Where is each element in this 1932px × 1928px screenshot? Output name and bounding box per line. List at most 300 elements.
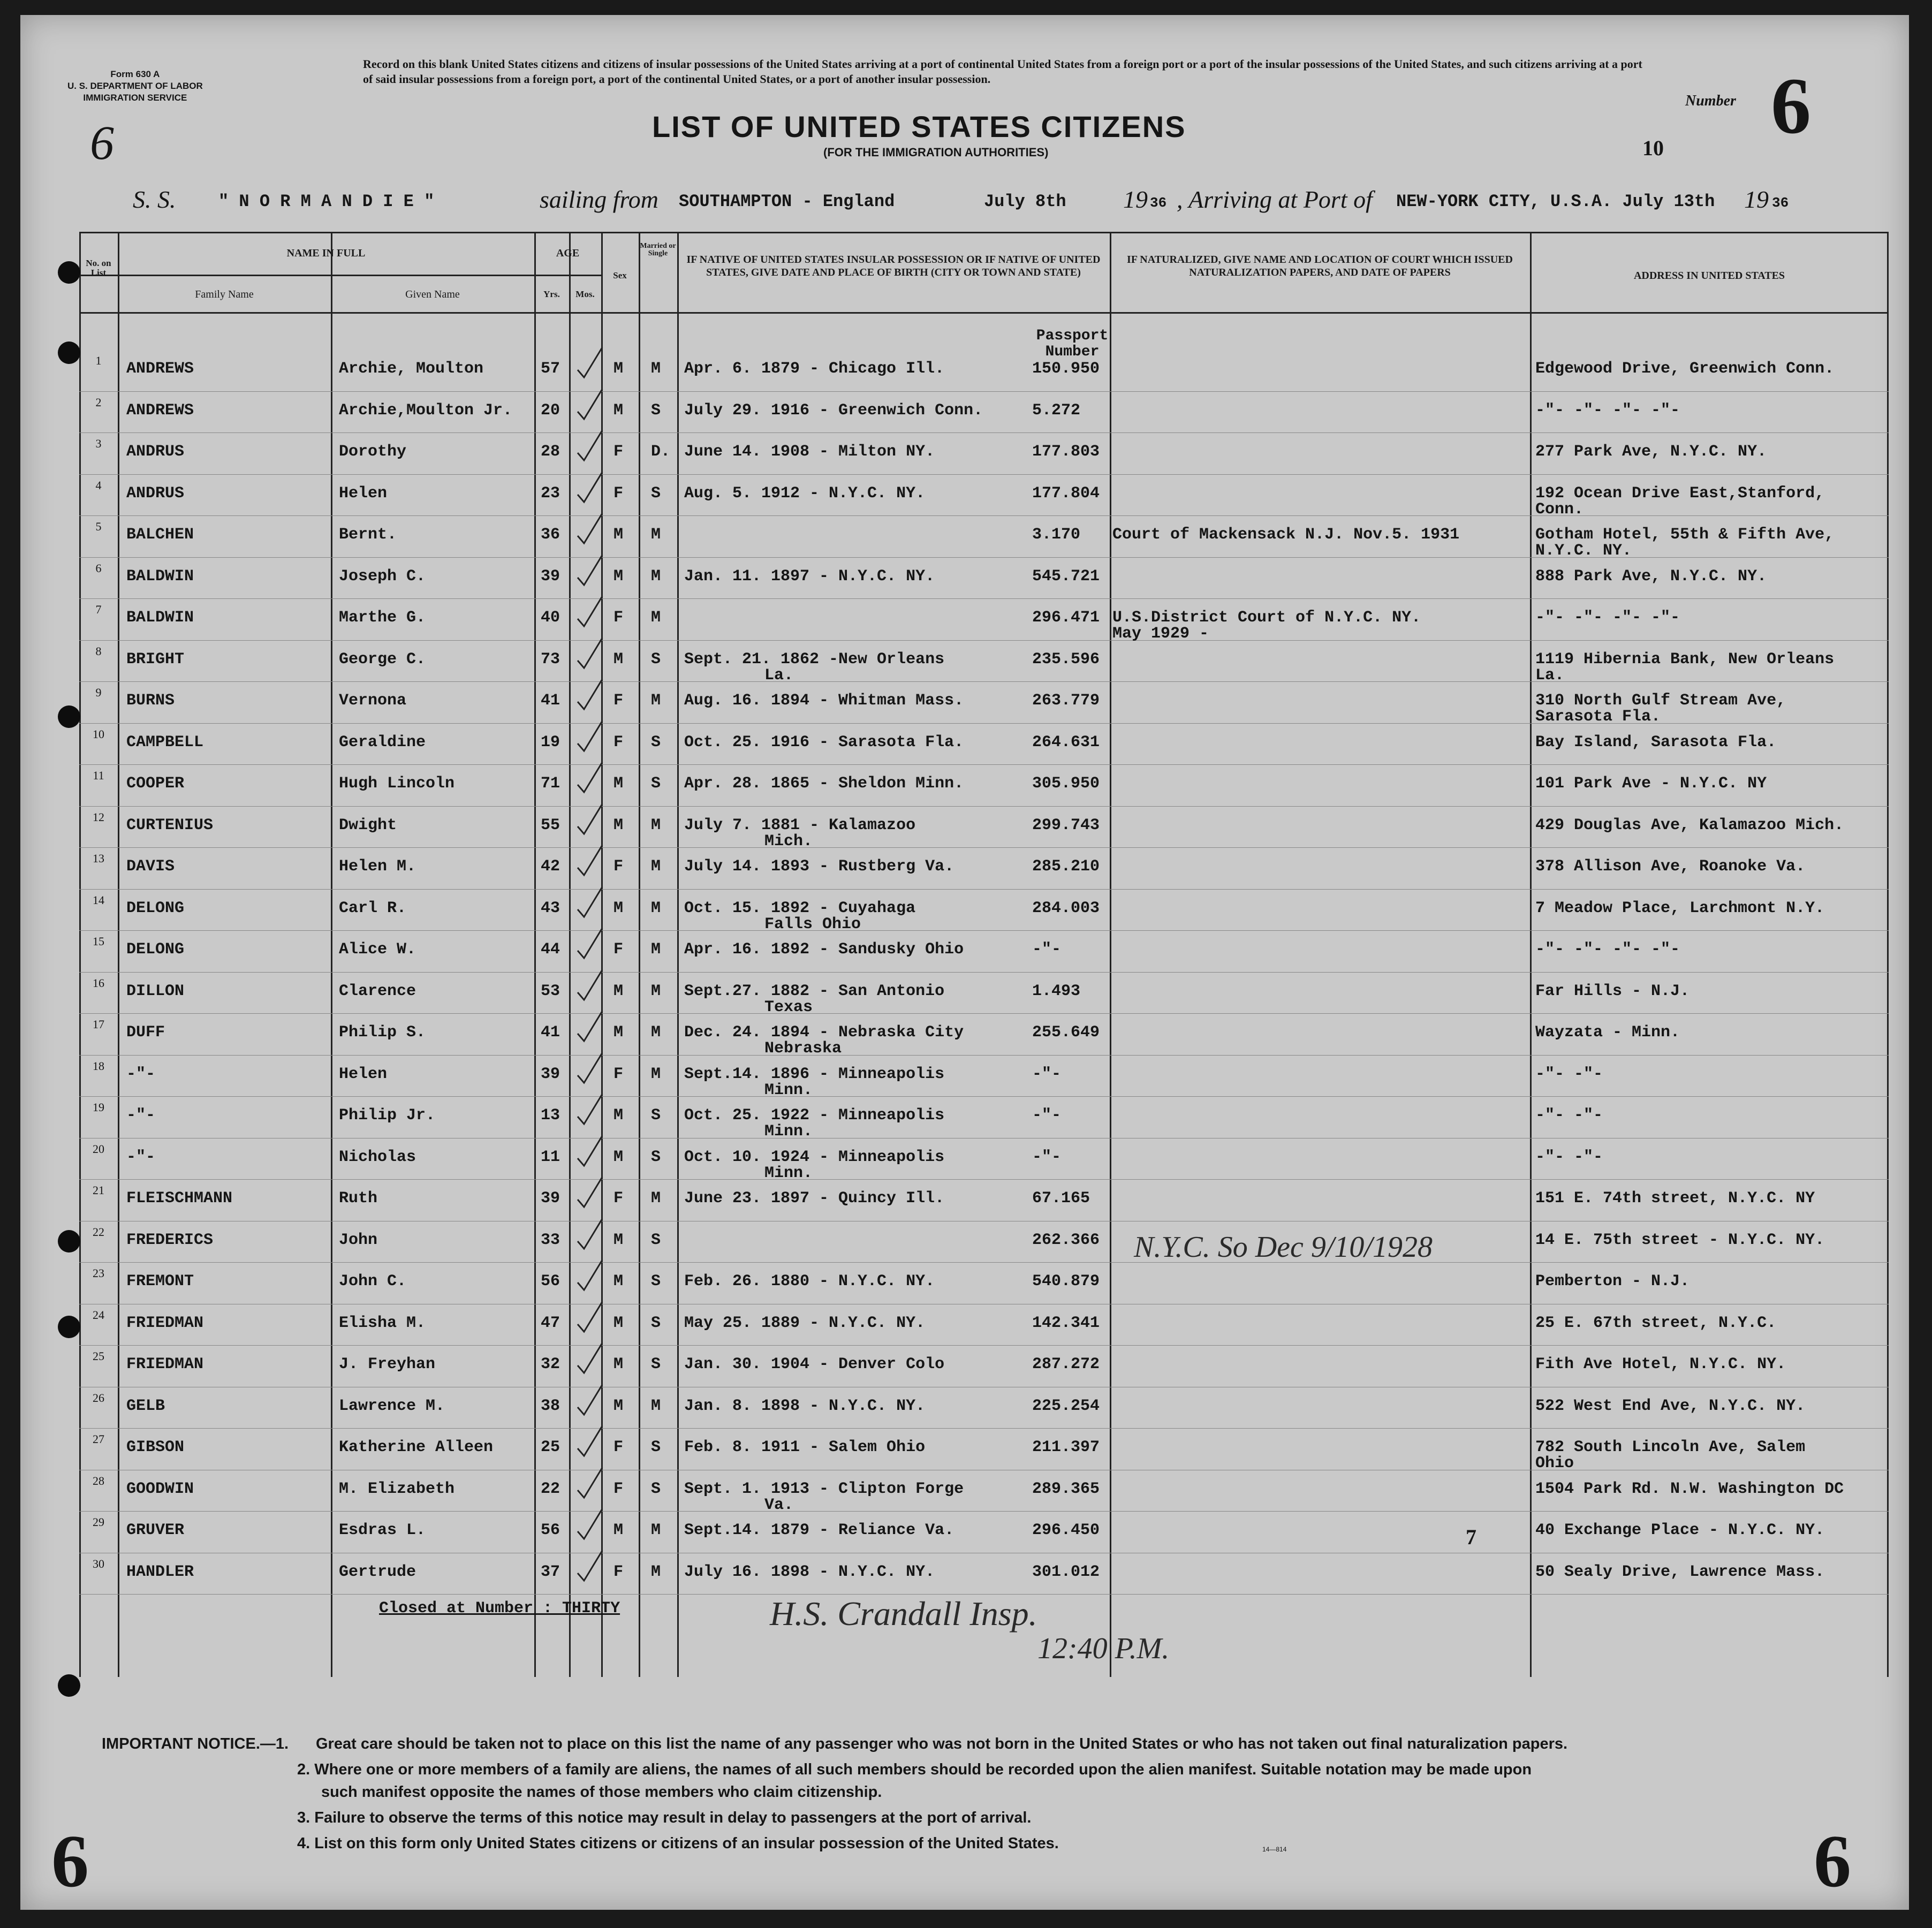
family-name: DAVIS	[126, 857, 175, 876]
given-name: John	[339, 1231, 378, 1249]
given-name: Lawrence M.	[339, 1396, 445, 1415]
passport-number: 67.165	[1032, 1189, 1090, 1208]
address: 25 E. 67th street, N.Y.C.	[1535, 1314, 1777, 1332]
passport-number: 263.779	[1032, 692, 1100, 710]
family-name: -"-	[126, 1065, 156, 1083]
age-years: 43	[541, 899, 560, 917]
marital-status: M	[651, 1023, 661, 1042]
sex: F	[613, 692, 624, 710]
age-years: 20	[541, 401, 560, 420]
given-name: Elisha M.	[339, 1314, 426, 1332]
birth-info: July 7. 1881 - Kalamazoo	[684, 816, 916, 834]
notice-item-3: 3. Failure to observe the terms of this notice may result in delay to passengers at the port of arrival.	[297, 1809, 1032, 1826]
col-header-birth: IF NATIVE OF UNITED STATES INSULAR POSSESSION OR IF NATIVE OF UNITED STATES, GIVE DATE AND PLACE OF BIRTH (CITY OR TOWN AND STATE)	[686, 254, 1101, 278]
birth-info: Aug. 16. 1894 - Whitman Mass.	[684, 692, 964, 710]
address: -"- -"- -"- -"-	[1535, 609, 1680, 627]
birth-info: Sept. 1. 1913 - Clipton Forge	[684, 1479, 964, 1498]
address: -"- -"-	[1535, 1065, 1603, 1083]
sail-year-suffix: 36	[1150, 195, 1167, 211]
check-mark	[574, 1506, 607, 1543]
sex: F	[613, 1562, 624, 1581]
naturalization-court: U.S.District Court of N.Y.C. NY.	[1112, 609, 1421, 627]
age-years: 56	[541, 1521, 560, 1539]
family-name: FRIEDMAN	[126, 1314, 204, 1332]
row-number: 6	[95, 561, 102, 575]
sex: M	[613, 899, 624, 917]
given-name: Carl R.	[339, 899, 407, 917]
age-years: 71	[541, 775, 560, 793]
row-rule	[79, 806, 1889, 807]
given-name: Helen M.	[339, 857, 416, 876]
closed-at-number: Closed at Number : THIRTY	[379, 1599, 620, 1618]
passport-number: 284.003	[1032, 899, 1100, 917]
family-name: HANDLER	[126, 1562, 194, 1581]
address: Bay Island, Sarasota Fla.	[1535, 733, 1777, 752]
given-name: George C.	[339, 650, 426, 669]
check-mark	[574, 718, 607, 755]
sex: M	[613, 1231, 624, 1249]
row-number: 14	[93, 893, 104, 907]
sex: F	[613, 484, 624, 503]
col-header-married: Married or Single	[640, 242, 676, 257]
given-name: M. Elizabeth	[339, 1479, 455, 1498]
marital-status: M	[651, 609, 661, 627]
sex: M	[613, 816, 624, 834]
passport-number: 1.493	[1032, 982, 1081, 1000]
check-mark	[574, 427, 607, 465]
address-cont: N.Y.C. NY.	[1535, 542, 1632, 560]
passport-number: 225.254	[1032, 1396, 1100, 1415]
row-number: 3	[95, 437, 102, 450]
col-header-name: NAME IN FULL	[286, 247, 366, 259]
given-name: Archie, Moulton	[339, 360, 484, 378]
family-name: GIBSON	[126, 1438, 185, 1456]
check-mark	[574, 344, 607, 382]
age-years: 23	[541, 484, 560, 503]
row-number: 24	[93, 1308, 104, 1322]
naturalization-court: Court of Mackensack N.J. Nov.5. 1931	[1112, 526, 1460, 544]
corner-number-left: 6	[51, 1820, 89, 1903]
sex: M	[613, 775, 624, 793]
address: 50 Sealy Drive, Lawrence Mass.	[1535, 1562, 1825, 1581]
birth-info: Aug. 5. 1912 - N.Y.C. NY.	[684, 484, 926, 503]
sex: M	[613, 1521, 624, 1539]
address: Wayzata - Minn.	[1535, 1023, 1680, 1042]
corner-number-right: 6	[1814, 1820, 1851, 1903]
age-years: 13	[541, 1106, 560, 1125]
voyage-line	[133, 185, 176, 214]
notice-lead: IMPORTANT NOTICE.—1.	[102, 1735, 289, 1752]
family-name: GRUVER	[126, 1521, 185, 1539]
marital-status: M	[651, 567, 661, 586]
row-number: 16	[93, 976, 104, 990]
birth-info: Feb. 26. 1880 - N.Y.C. NY.	[684, 1272, 935, 1291]
family-name: DELONG	[126, 899, 185, 917]
col-header-sex: Sex	[613, 270, 627, 280]
arrival-year-prefix: 19	[1744, 186, 1769, 213]
notice-item-1: Great care should be taken not to place on this list the name of any passenger who was not born in the United States or who has not taken out final naturalization papers.	[316, 1735, 1568, 1752]
address: 522 West End Ave, N.Y.C. NY.	[1535, 1396, 1806, 1415]
given-name: Dorothy	[339, 443, 407, 461]
address: -"- -"-	[1535, 1148, 1603, 1166]
page-title: LIST OF UNITED STATES CITIZENS	[652, 110, 1186, 143]
row-rule	[79, 1511, 1889, 1512]
sex: M	[613, 360, 624, 378]
marital-status: S	[651, 1314, 661, 1332]
signature-time: 12:40 P.M.	[1037, 1632, 1170, 1665]
col-header-naturalized: IF NATURALIZED, GIVE NAME AND LOCATION OF COURT WHICH ISSUED NATURALIZATION PAPERS, AND DATE OF PAPERS	[1127, 254, 1513, 278]
birth-info: July 29. 1916 - Greenwich Conn.	[684, 401, 983, 420]
family-name: FLEISCHMANN	[126, 1189, 233, 1208]
address: 1119 Hibernia Bank, New Orleans	[1535, 650, 1835, 669]
birth-info: May 25. 1889 - N.Y.C. NY.	[684, 1314, 926, 1332]
address: 192 Ocean Drive East,Stanford,	[1535, 484, 1825, 503]
age-years: 55	[541, 816, 560, 834]
birth-info-cont: Minn.	[764, 1081, 813, 1099]
marital-status: M	[651, 1562, 661, 1581]
address: 101 Park Ave - N.Y.C. NY	[1535, 775, 1767, 793]
passport-number: 540.879	[1032, 1272, 1100, 1291]
passport-number: 305.950	[1032, 775, 1100, 793]
given-name: Hugh Lincoln	[339, 775, 455, 793]
check-mark	[574, 552, 607, 589]
check-mark	[574, 759, 607, 796]
marital-status: S	[651, 1272, 661, 1291]
given-name: Katherine Alleen	[339, 1438, 494, 1456]
sex: M	[613, 526, 624, 544]
birth-info: Oct. 10. 1924 - Minneapolis	[684, 1148, 945, 1166]
sex: M	[613, 1355, 624, 1373]
family-name: DILLON	[126, 982, 185, 1000]
passport-number: -"-	[1032, 1065, 1062, 1083]
sex: F	[613, 1438, 624, 1456]
marital-status: M	[651, 940, 661, 959]
row-rule	[79, 598, 1889, 599]
marital-status: M	[651, 360, 661, 378]
passport-number: 287.272	[1032, 1355, 1100, 1373]
family-name: BURNS	[126, 692, 175, 710]
arrival-year-suffix: 36	[1772, 195, 1789, 211]
age-years: 37	[541, 1562, 560, 1581]
marital-status: S	[651, 1438, 661, 1456]
row-rule	[79, 1262, 1889, 1263]
passport-number: 264.631	[1032, 733, 1100, 752]
age-years: 56	[541, 1272, 560, 1291]
sailing-from-label: sailing from	[540, 186, 658, 213]
birth-info-cont: Nebraska	[764, 1039, 842, 1058]
marital-status: S	[651, 1106, 661, 1125]
sex: F	[613, 857, 624, 876]
passport-number: 5.272	[1032, 401, 1081, 420]
given-name: Archie,Moulton Jr.	[339, 401, 513, 420]
given-name: Geraldine	[339, 733, 426, 752]
passport-header: Passport Number	[1036, 328, 1109, 360]
address-cont: Conn.	[1535, 500, 1584, 519]
birth-info-cont: Falls Ohio	[764, 915, 861, 933]
given-name: Philip S.	[339, 1023, 426, 1042]
passport-number: 255.649	[1032, 1023, 1100, 1042]
family-name: -"-	[126, 1148, 156, 1166]
family-name: ANDRUS	[126, 443, 185, 461]
birth-info: July 16. 1898 - N.Y.C. NY.	[684, 1562, 935, 1581]
birth-info: Oct. 25. 1916 - Sarasota Fla.	[684, 733, 964, 752]
check-mark	[574, 1299, 607, 1336]
age-years: 73	[541, 650, 560, 669]
notice-item-2-cont: such manifest opposite the names of those members who claim citizenship.	[321, 1783, 882, 1801]
birth-info: Apr. 28. 1865 - Sheldon Minn.	[684, 775, 964, 793]
age-years: 44	[541, 940, 560, 959]
given-name: Esdras L.	[339, 1521, 426, 1539]
birth-info-cont: Va.	[764, 1496, 794, 1514]
sex: F	[613, 1189, 624, 1208]
row-number: 26	[93, 1391, 104, 1405]
address: 888 Park Ave, N.Y.C. NY.	[1535, 567, 1767, 586]
address: 151 E. 74th street, N.Y.C. NY	[1535, 1189, 1815, 1208]
check-mark	[574, 1216, 607, 1253]
notice-item-2: 2. Where one or more members of a family are aliens, the names of all such members should be recorded upon the alien manifest. Suitable notation may be made upon	[297, 1761, 1532, 1778]
row-rule	[79, 1428, 1889, 1429]
row-rule	[79, 681, 1889, 682]
row-rule	[79, 764, 1889, 765]
check-mark	[574, 1423, 607, 1460]
punch-hole	[58, 1674, 80, 1697]
passport-number: 285.210	[1032, 857, 1100, 876]
check-mark	[574, 1382, 607, 1419]
family-name: DUFF	[126, 1023, 165, 1042]
birth-info-cont: La.	[764, 666, 794, 685]
family-name: FREMONT	[126, 1272, 194, 1291]
row-rule	[79, 432, 1889, 433]
sex: F	[613, 1065, 624, 1083]
age-years: 22	[541, 1479, 560, 1498]
family-name: ANDREWS	[126, 401, 194, 420]
marital-status: S	[651, 1355, 661, 1373]
sex: M	[613, 1272, 624, 1291]
row-rule	[79, 474, 1889, 475]
page-marker: 10	[1642, 136, 1664, 160]
punch-hole	[58, 705, 80, 728]
age-years: 38	[541, 1396, 560, 1415]
col-header-yrs: Yrs.	[543, 289, 560, 299]
naturalization-date: May 1929 -	[1112, 625, 1209, 643]
marital-status: M	[651, 692, 661, 710]
address: 14 E. 75th street - N.Y.C. NY.	[1535, 1231, 1825, 1249]
birth-info: July 14. 1893 - Rustberg Va.	[684, 857, 954, 876]
sex: M	[613, 1396, 624, 1415]
age-years: 41	[541, 1023, 560, 1042]
handwritten-naturalization-note: N.Y.C. So Dec 9/10/1928	[1134, 1231, 1433, 1264]
check-mark	[574, 469, 607, 506]
check-mark	[574, 925, 607, 962]
marital-status: M	[651, 857, 661, 876]
marital-status: M	[651, 982, 661, 1000]
check-mark	[574, 635, 607, 672]
form-id-line: U. S. DEPARTMENT OF LABOR	[67, 81, 203, 91]
sex: M	[613, 1106, 624, 1125]
sex: F	[613, 609, 624, 627]
row-number: 12	[93, 810, 104, 824]
age-years: 53	[541, 982, 560, 1000]
row-number: 29	[93, 1515, 104, 1529]
family-name: BALCHEN	[126, 526, 194, 544]
passport-number: 177.803	[1032, 443, 1100, 461]
row-rule	[79, 1179, 1889, 1180]
page-subtitle: (FOR THE IMMIGRATION AUTHORITIES)	[823, 146, 1049, 159]
age-years: 39	[541, 1065, 560, 1083]
age-years: 47	[541, 1314, 560, 1332]
row-number: 8	[95, 644, 102, 658]
sex: M	[613, 982, 624, 1000]
ship-name: " N O R M A N D I E "	[218, 192, 435, 211]
row-rule	[79, 1055, 1889, 1056]
from-port: SOUTHAMPTON - England	[679, 192, 895, 211]
marital-status: S	[651, 401, 661, 420]
row-rule	[79, 847, 1889, 848]
check-mark	[574, 676, 607, 713]
address: 40 Exchange Place - N.Y.C. NY.	[1535, 1521, 1825, 1539]
given-name: Bernt.	[339, 526, 397, 544]
arriving-label: , Arriving at Port of	[1177, 186, 1373, 213]
birth-info-cont: Minn.	[764, 1164, 813, 1182]
marital-status: S	[651, 1231, 661, 1249]
birth-info: Jan. 30. 1904 - Denver Colo	[684, 1355, 945, 1373]
check-mark	[574, 1174, 607, 1211]
punch-hole	[58, 1316, 80, 1338]
address: 429 Douglas Ave, Kalamazoo Mich.	[1535, 816, 1844, 834]
marital-status: S	[651, 650, 661, 669]
check-mark	[574, 1464, 607, 1502]
marital-status: M	[651, 1189, 661, 1208]
age-years: 19	[541, 733, 560, 752]
ss-label: S. S.	[133, 186, 176, 213]
birth-info-cont: Mich.	[764, 832, 813, 851]
row-number: 28	[93, 1474, 104, 1487]
address: 378 Allison Ave, Roanoke Va.	[1535, 857, 1806, 876]
row-number: 17	[93, 1018, 104, 1031]
family-name: GELB	[126, 1396, 165, 1415]
given-name: Dwight	[339, 816, 397, 834]
birth-info: Jan. 11. 1897 - N.Y.C. NY.	[684, 567, 935, 586]
check-mark	[574, 884, 607, 921]
check-mark	[574, 1008, 607, 1045]
check-mark	[574, 1050, 607, 1087]
birth-info: Sept.14. 1896 - Minneapolis	[684, 1065, 945, 1083]
marital-status: D.	[651, 443, 671, 461]
punch-hole	[58, 341, 80, 364]
handwritten-mark: 6	[90, 117, 114, 170]
age-years: 41	[541, 692, 560, 710]
row-number: 2	[95, 395, 102, 409]
sex: M	[613, 650, 624, 669]
address-cont: Ohio	[1535, 1454, 1574, 1472]
address: Far Hills - N.J.	[1535, 982, 1690, 1000]
given-name: Gertrude	[339, 1562, 416, 1581]
given-name: Philip Jr.	[339, 1106, 436, 1125]
row-number: 18	[93, 1059, 104, 1073]
birth-info: June 14. 1908 - Milton NY.	[684, 443, 935, 461]
sex: M	[613, 401, 624, 420]
col-header-family: Family Name	[195, 289, 254, 300]
family-name: BALDWIN	[126, 609, 194, 627]
family-name: -"-	[126, 1106, 156, 1125]
marital-status: M	[651, 1396, 661, 1415]
family-name: CAMPBELL	[126, 733, 204, 752]
handwritten-mark-7: 7	[1466, 1525, 1476, 1549]
passport-number: 296.471	[1032, 609, 1100, 627]
marital-status: M	[651, 1065, 661, 1083]
arrival-port: NEW-YORK CITY, U.S.A. July 13th	[1396, 192, 1715, 211]
check-mark	[574, 1547, 607, 1585]
sex: M	[613, 1023, 624, 1042]
address: Edgewood Drive, Greenwich Conn.	[1535, 360, 1835, 378]
passport-number: 142.341	[1032, 1314, 1100, 1332]
intro-text: Record on this blank United States citizens and citizens of insular possessions of the United States arriving at a port of continental United States from a foreign port or a port of the insular possessions of the United States, and such citizens arriving at a port of said insular possessions from a foreign port, a port of the continental United States, or a port of another insular possession.	[363, 57, 1642, 86]
address: 7 Meadow Place, Larchmont N.Y.	[1535, 899, 1825, 917]
punch-hole	[58, 261, 80, 284]
sex: F	[613, 940, 624, 959]
row-rule	[79, 972, 1889, 973]
sex: M	[613, 1314, 624, 1332]
check-mark	[574, 1091, 607, 1128]
punch-hole	[58, 1230, 80, 1253]
age-years: 32	[541, 1355, 560, 1373]
marital-status: S	[651, 775, 661, 793]
passport-number: 235.596	[1032, 650, 1100, 669]
passenger-table	[79, 232, 1889, 1677]
birth-info: Apr. 16. 1892 - Sandusky Ohio	[684, 940, 964, 959]
row-number: 23	[93, 1266, 104, 1280]
sex: F	[613, 443, 624, 461]
check-mark	[574, 1340, 607, 1377]
family-name: BALDWIN	[126, 567, 194, 586]
given-name: Ruth	[339, 1189, 378, 1208]
family-name: GOODWIN	[126, 1479, 194, 1498]
row-number: 27	[93, 1432, 104, 1446]
form-id-line: Form 630 A	[110, 69, 160, 79]
given-name: Nicholas	[339, 1148, 416, 1166]
row-rule	[79, 1345, 1889, 1346]
number-label: Number	[1685, 93, 1736, 109]
age-years: 39	[541, 1189, 560, 1208]
form-id-line: IMMIGRATION SERVICE	[83, 93, 187, 103]
marital-status: M	[651, 816, 661, 834]
address: 1504 Park Rd. N.W. Washington DC	[1535, 1479, 1844, 1498]
given-name: Vernona	[339, 692, 407, 710]
sex: M	[613, 567, 624, 586]
check-mark	[574, 1257, 607, 1294]
check-mark	[574, 842, 607, 879]
check-mark	[574, 386, 607, 423]
check-mark	[574, 1133, 607, 1170]
marital-status: S	[651, 1479, 661, 1498]
age-years: 40	[541, 609, 560, 627]
address: 277 Park Ave, N.Y.C. NY.	[1535, 443, 1767, 461]
list-number: 6	[1771, 62, 1811, 150]
family-name: ANDRUS	[126, 484, 185, 503]
marital-status: M	[651, 1521, 661, 1539]
row-number: 4	[95, 478, 102, 492]
marital-status: S	[651, 1148, 661, 1166]
col-header-no: No. on List	[86, 258, 111, 278]
family-name: FRIEDMAN	[126, 1355, 204, 1373]
row-number: 10	[93, 727, 104, 741]
row-number: 22	[93, 1225, 104, 1239]
row-rule	[79, 930, 1889, 931]
birth-info: Dec. 24. 1894 - Nebraska City	[684, 1023, 964, 1042]
row-rule	[79, 1013, 1889, 1014]
age-years: 57	[541, 360, 560, 378]
row-rule	[79, 515, 1889, 516]
